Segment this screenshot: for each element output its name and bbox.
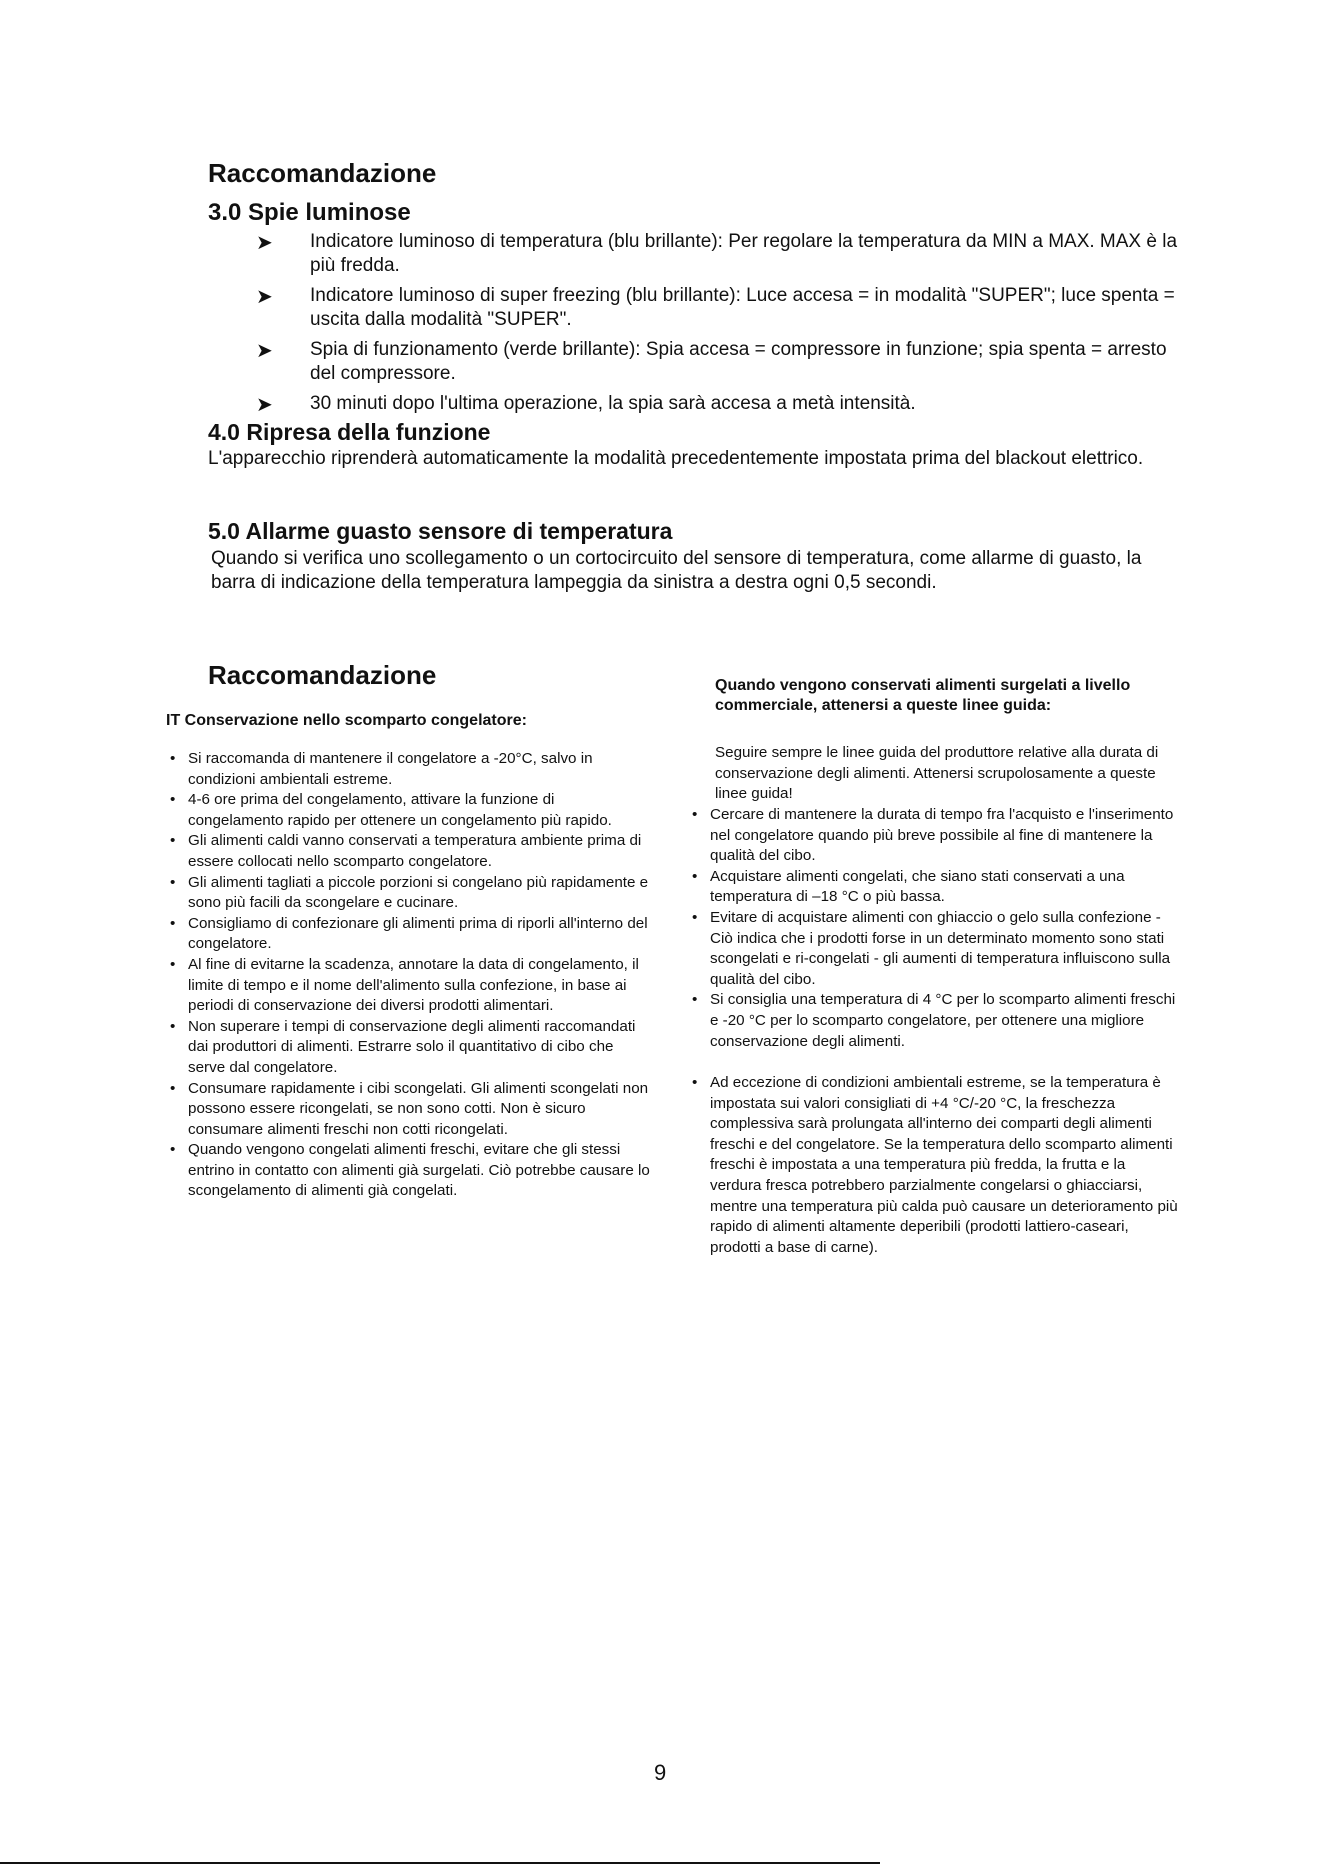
bullet-icon: • — [170, 1017, 176, 1035]
section-3-list — [208, 230, 1178, 422]
bullet-icon: • — [692, 991, 698, 1009]
list-item: • Quando vengono congelati alimenti freschi, evitare che gli stessi entrino in contatto con alimenti già surgelati. Ciò potrebbe causare lo scongelamento di alimenti già congelati. — [170, 1141, 650, 1200]
bullet-icon: • — [170, 1079, 176, 1097]
temperature-note-list — [688, 1073, 1178, 1258]
list-item: ➤ Spia di funzionamento (verde brillante): Spia accesa = compressore in funzione; spia spenta = arresto del compressore. — [256, 339, 1167, 384]
commercial-frozen-intro: Seguire sempre le linee guida del produttore relative alla durata di conservazione degli alimenti. Attenersi scrupolosamente a queste linee guida! — [715, 744, 1159, 803]
list-item: • Si consiglia una temperatura di 4 °C per lo scomparto alimenti freschi e -20 °C per lo scomparto congelatore, per ottenere una migliore conservazione degli alimenti. — [692, 991, 1176, 1050]
arrowhead-icon: ➤ — [256, 286, 273, 308]
section-5-text: Quando si verifica uno scollegamento o un cortocircuito del sensore di temperatura, come allarme di guasto, la barra di indicazione della temperatura lampeggia da sinistra a destra ogni 0,5 secondi. — [211, 548, 1142, 593]
section-3-title: 3.0 Spie luminose — [208, 199, 411, 226]
list-item: ➤ 30 minuti dopo l'ultima operazione, la spia sarà accesa a metà intensità. — [256, 393, 916, 416]
list-item: • Cercare di mantenere la durata di tempo fra l'acquisto e l'inserimento nel congelatore quando più breve possibile al fine di mantenere la qualità del cibo. — [692, 806, 1174, 865]
arrowhead-icon: ➤ — [256, 394, 273, 416]
bullet-icon: • — [170, 750, 176, 767]
bullet-icon: • — [692, 867, 698, 885]
bullet-icon: • — [170, 791, 176, 809]
list-item: • Non superare i tempi di conservazione degli alimenti raccomandati dai produttori di alimenti. Estrarre solo il quantitativo di cibo che serve dal congelatore. — [170, 1017, 636, 1076]
list-item: ➤ Indicatore luminoso di super freezing (blu brillante): Luce accesa = in modalità "SUPER"; luce spenta = uscita dalla modalità "SUPER". — [256, 285, 1175, 330]
arrowhead-icon: ➤ — [256, 232, 273, 254]
list-item: • Gli alimenti caldi vanno conservati a temperatura ambiente prima di essere collocati nello scomparto congelatore. — [170, 832, 642, 870]
list-item: • Acquistare alimenti congelati, che siano stati conservati a una temperatura di –18 °C o più bassa. — [692, 867, 1125, 906]
recommendation-heading-top: Raccomandazione — [208, 158, 437, 188]
list-item: • Consigliamo di confezionare gli alimenti prima di riporli all'interno del congelatore. — [170, 914, 648, 953]
commercial-frozen-title: Quando vengono conservati alimenti surgelati a livello commerciale, attenersi a queste linee guida: — [715, 677, 1131, 714]
list-item: • Evitare di acquistare alimenti con ghiaccio o gelo sulla confezione - Ciò indica che i prodotti forse in un determinato momento sono stati scongelati e ri-congelati - gli aumenti di temperatura influiscono sulla qualità del cibo. — [692, 908, 1171, 988]
list-item: • Consumare rapidamente i cibi scongelati. Gli alimenti scongelati non possono essere ricongelati, se non sono cotti. Non è sicuro consumare alimenti freschi non cotti ricongelati. — [170, 1079, 649, 1138]
section-5-title: 5.0 Allarme guasto sensore di temperatura — [208, 518, 673, 544]
list-item: • Ad eccezione di condizioni ambientali estreme, se la temperatura è impostata sui valori consigliati di +4 °C/-20 °C, la freschezza complessiva sarà prolungata all'interno dei comparti degli alimenti freschi e del congelatore. Se la temperatura dello scomparto alimenti freschi è impostata a una temperatura più fredda, la frutta e la verdura fresca potrebbero parzialmente congelarsi o ghiacciarsi, mentre una temperatura più calda può causare un deterioramento più rapido di alimenti altamente deperibili (prodotti lattiero-caseari, prodotti a base di carne). — [692, 1074, 1178, 1256]
commercial-frozen-list — [688, 805, 1178, 1052]
list-item: • Si raccomanda di mantenere il congelatore a -20°C, salvo in condizioni ambientali estreme. — [170, 750, 593, 788]
footer-rule — [0, 1862, 880, 1864]
list-item: ➤ Indicatore luminoso di temperatura (blu brillante): Per regolare la temperatura da MIN a MAX. MAX è la più fredda. — [256, 231, 1178, 276]
bullet-icon: • — [692, 806, 698, 823]
bullet-icon: • — [170, 832, 176, 850]
section-4-text: L'apparecchio riprenderà automaticamente la modalità precedentemente impostata prima del blackout elettrico. — [208, 448, 1144, 469]
page-number: 9 — [654, 1760, 667, 1785]
bullet-icon: • — [170, 955, 176, 973]
freezer-storage-list — [166, 749, 650, 1202]
bullet-icon: • — [692, 908, 698, 926]
freezer-storage-title: IT Conservazione nello scomparto congelatore: — [166, 712, 527, 729]
bullet-icon: • — [170, 873, 176, 891]
bullet-icon: • — [170, 1141, 176, 1159]
bullet-icon: • — [170, 914, 176, 932]
section-4-title: 4.0 Ripresa della funzione — [208, 419, 491, 445]
list-item: • Al fine di evitarne la scadenza, annotare la data di congelamento, il limite di tempo e il nome dell'alimento sulla confezione, in base ai periodi di conservazione dei diversi prodotti alimentari. — [170, 955, 639, 1015]
bullet-icon: • — [692, 1074, 698, 1091]
arrowhead-icon: ➤ — [256, 340, 273, 362]
list-item: • 4-6 ore prima del congelamento, attivare la funzione di congelamento rapido per ottenere un congelamento più rapido. — [170, 791, 612, 829]
recommendation-heading-bottom: Raccomandazione — [208, 660, 437, 690]
list-item: • Gli alimenti tagliati a piccole porzioni si congelano più rapidamente e sono più facili da scongelare e cucinare. — [170, 873, 649, 912]
